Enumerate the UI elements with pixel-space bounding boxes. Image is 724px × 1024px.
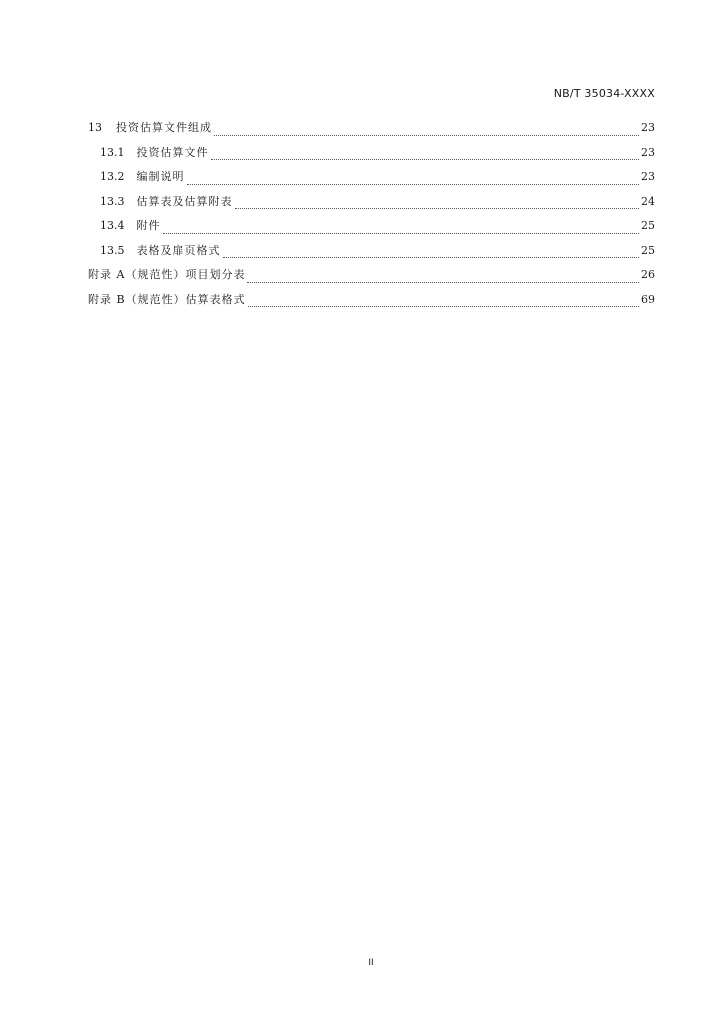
toc-entry-number: 13 (88, 121, 102, 134)
toc-entry-title: 附录 B（规范性）估算表格式 (88, 292, 246, 306)
toc-entry-page: 23 (641, 121, 655, 134)
dot-leader (187, 184, 640, 185)
toc-entry-title: 估算表及估算附表 (136, 194, 233, 208)
toc-entry-title: 表格及扉页格式 (136, 243, 221, 257)
toc-entry-title: 投资估算文件组成 (116, 121, 212, 134)
toc-entry-13-5[interactable] (88, 243, 655, 268)
page-number-footer: II (368, 958, 374, 968)
dot-leader (247, 282, 639, 283)
table-of-contents (88, 120, 655, 316)
dot-leader (248, 306, 639, 307)
dot-leader (211, 159, 640, 160)
dot-leader (223, 257, 640, 258)
toc-entry-title: 附录 A（规范性）项目划分表 (88, 268, 246, 281)
toc-entry-13-4[interactable] (88, 218, 655, 243)
standard-code-header: NB/T 35034-XXXX (553, 87, 655, 100)
toc-entry-number: 13.4 (100, 219, 125, 232)
dot-leader (214, 135, 639, 136)
toc-entry-number: 13.2 (100, 170, 125, 183)
dot-leader (235, 208, 640, 209)
toc-entry-13-1[interactable] (88, 145, 655, 170)
toc-entry-appendix-b[interactable] (88, 292, 655, 317)
toc-entry-number: 13.5 (100, 243, 125, 257)
toc-entry-13-2[interactable] (88, 169, 655, 194)
toc-entry-13-3[interactable] (88, 194, 655, 219)
toc-entry-appendix-a[interactable] (88, 267, 655, 292)
toc-entry-page: 69 (641, 292, 655, 306)
toc-entry-title: 附件 (136, 219, 161, 232)
toc-entry-number: 13.3 (100, 194, 125, 208)
toc-entry-page: 25 (641, 243, 655, 257)
dot-leader (163, 233, 640, 234)
toc-entry-page: 25 (641, 219, 655, 232)
toc-entry-page: 23 (641, 145, 655, 159)
toc-entry-title: 投资估算文件 (136, 145, 209, 159)
toc-entry-13[interactable] (88, 120, 655, 145)
toc-entry-page: 26 (641, 268, 655, 281)
toc-entry-page: 24 (641, 194, 655, 208)
toc-entry-number: 13.1 (100, 145, 125, 159)
toc-entry-page: 23 (641, 170, 655, 183)
toc-entry-title: 编制说明 (136, 170, 185, 183)
